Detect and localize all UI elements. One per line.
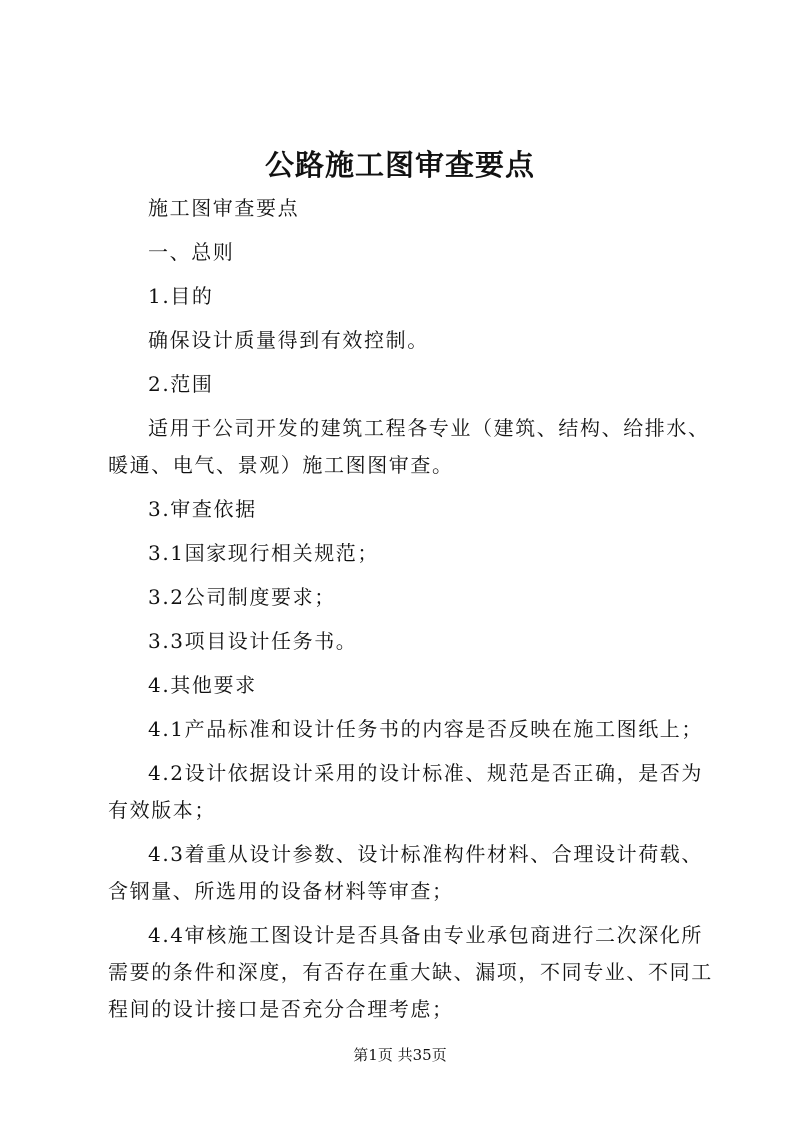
paragraph: 4.1产品标准和设计任务书的内容是否反映在施工图纸上； bbox=[148, 717, 704, 741]
paragraph: 4.4审核施工图设计是否具备由专业承包商进行二次深化所需要的条件和深度，有否存在重大缺、漏项，不同专业、不同工程间的设计接口是否充分合理考虑； bbox=[108, 923, 713, 1021]
paragraph: 3.审查依据 bbox=[148, 497, 257, 521]
page-footer: 第1页 共35页 bbox=[353, 1046, 447, 1064]
paragraph: 1.目的 bbox=[148, 284, 214, 308]
paragraph: 适用于公司开发的建筑工程各专业（建筑、结构、给排水、暖通、电气、景观）施工图图审查。 bbox=[108, 416, 710, 477]
paragraph: 4.其他要求 bbox=[148, 673, 257, 697]
paragraph: 一、总则 bbox=[148, 240, 235, 264]
paragraph: 确保设计质量得到有效控制。 bbox=[148, 328, 429, 352]
paragraph: 施工图审查要点 bbox=[148, 196, 300, 220]
paragraph: 3.2公司制度要求； bbox=[148, 585, 336, 609]
document-title: 公路施工图审查要点 bbox=[264, 148, 535, 182]
paragraph: 3.1国家现行相关规范； bbox=[148, 541, 380, 565]
paragraph: 3.3项目设计任务书。 bbox=[148, 629, 358, 653]
paragraph: 2.范围 bbox=[148, 372, 214, 396]
document-body bbox=[108, 190, 718, 1028]
paragraph: 4.2设计依据设计采用的设计标准、规范是否正确，是否为有效版本； bbox=[108, 761, 704, 822]
paragraph: 4.3着重从设计参数、设计标准构件材料、合理设计荷载、含钢量、所选用的设备材料等审查； bbox=[108, 842, 704, 903]
